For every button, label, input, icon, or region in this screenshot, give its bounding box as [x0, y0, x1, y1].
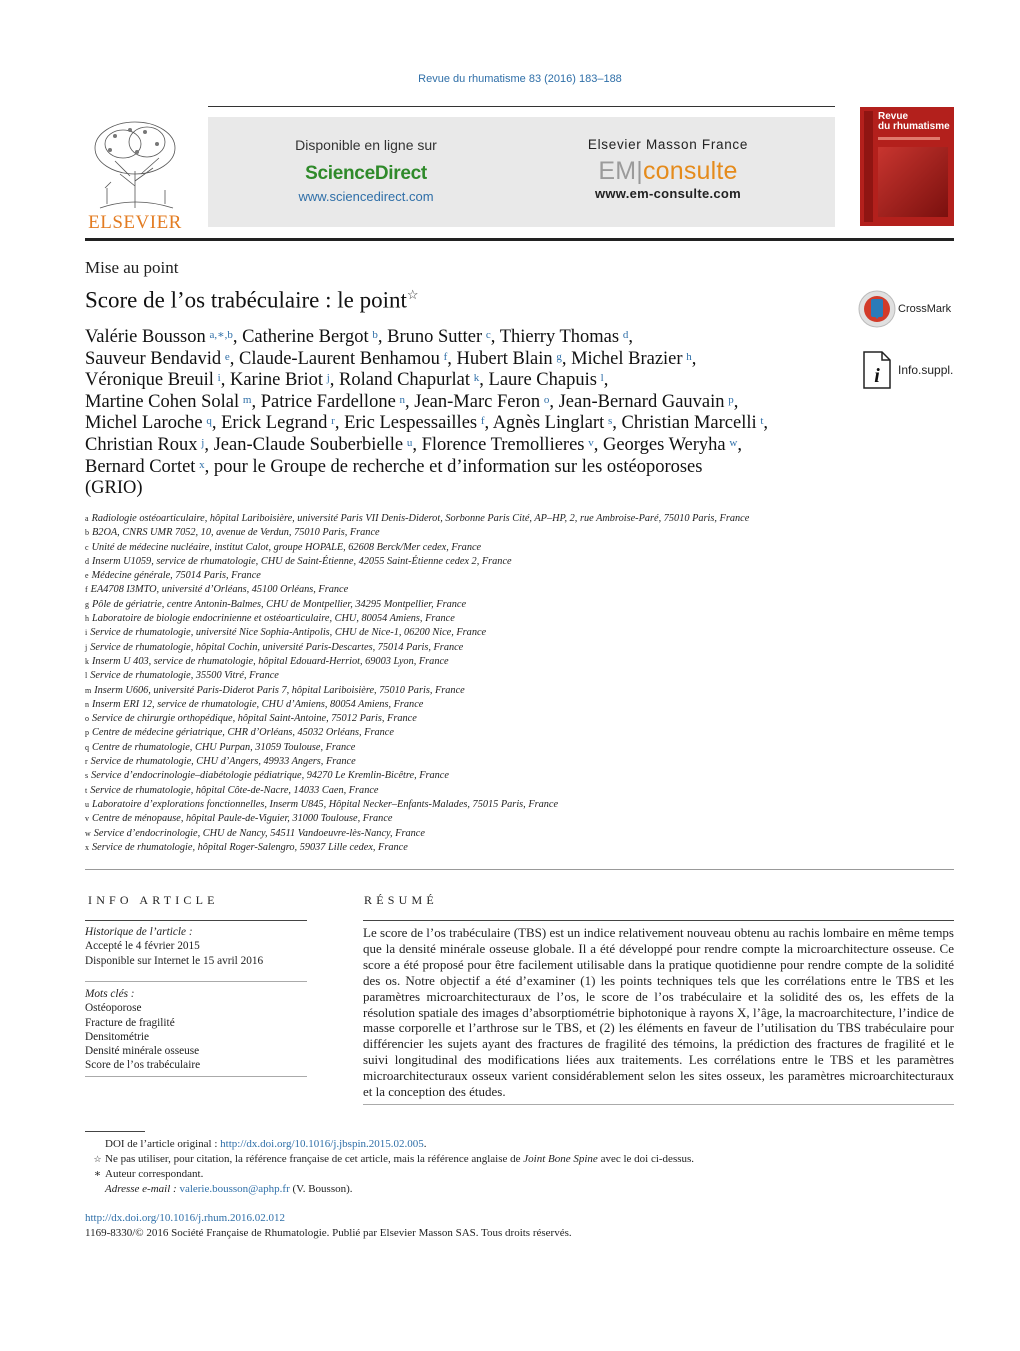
author-affiliation-marks[interactable]: k	[473, 372, 480, 385]
affiliation-label: k	[85, 656, 89, 666]
em-logo-part: EM	[598, 157, 637, 185]
email-after: (V. Bousson).	[289, 1183, 353, 1195]
author-name: Sauveur Bendavid	[85, 348, 222, 369]
author-affiliation-marks[interactable]: u	[406, 436, 413, 449]
affiliation-text: Inserm U1059, service de rhumatologie, CHU de Saint-Étienne, 42055 Saint-Étienne cedex 2, France	[92, 555, 512, 567]
affiliation-label: g	[85, 599, 89, 609]
affiliation-label: n	[85, 699, 89, 709]
cover-title-line1: Revue	[878, 111, 909, 122]
keyword: Densitométrie	[85, 1030, 149, 1043]
author-affiliation-marks[interactable]: t	[760, 415, 764, 428]
author-affiliation-marks[interactable]: d	[622, 329, 629, 341]
abstract-bottom-rule	[363, 1104, 954, 1105]
affiliation-item	[85, 698, 945, 712]
author-name: Michel Laroche	[85, 413, 203, 434]
author-affiliation-marks[interactable]: p	[728, 393, 734, 406]
affiliation-item	[85, 741, 945, 755]
keywords-block	[85, 987, 307, 1073]
sciencedirect-block	[216, 117, 516, 204]
affiliation-label: j	[85, 642, 88, 652]
keyword: Densité minérale osseuse	[85, 1045, 200, 1058]
author-affiliation-marks[interactable]: l	[600, 372, 604, 385]
emconsulte-logo[interactable]	[518, 157, 818, 186]
affiliation-text: Service d’endocrinologie–diabétologie pédiatrique, 94270 Le Kremlin-Bicêtre, France	[91, 770, 449, 782]
original-doi-note	[85, 1137, 954, 1152]
author-line: Véronique Breuil $^i$, Karine Briot $^j$, Roland Chapurlat $^k$, Laure Chapuis $^l$,	[85, 370, 609, 391]
affiliation-text: Centre de rhumatologie, CHU Purpan, 31059 Toulouse, France	[92, 741, 356, 753]
author-name: Valérie Bousson	[85, 327, 206, 347]
consulte-logo-part: consulte	[642, 157, 738, 185]
affiliation-text: Service de rhumatologie, CHU d’Angers, 49933 Angers, France	[90, 756, 356, 768]
author-affiliation-marks[interactable]: f	[443, 350, 448, 363]
star-journal: Joint Bone Spine	[523, 1153, 598, 1165]
affiliation-item	[85, 684, 945, 698]
author-name: Bruno Sutter	[387, 327, 483, 347]
affiliation-item	[85, 512, 945, 526]
affiliation-text: Service de rhumatologie, 35500 Vitré, France	[90, 670, 279, 682]
journal-cover[interactable]	[860, 107, 954, 226]
affiliation-text: Service de rhumatologie, hôpital Roger-Salengro, 59037 Lille cedex, France	[92, 841, 408, 853]
author-name: Hubert Blain	[456, 348, 553, 369]
affiliation-text: Service de rhumatologie, université Nice Sophia-Antipolis, CHU de Nice-1, 06200 Nice, France	[90, 627, 487, 639]
doi-end: .	[423, 1138, 427, 1150]
affiliation-label: h	[85, 614, 89, 624]
affiliation-text: B2OA, CNRS UMR 7052, 10, avenue de Verdun, 75010 Paris, France	[92, 527, 380, 539]
abstract-heading-rule	[363, 920, 954, 921]
elsevier-wordmark: ELSEVIER	[88, 212, 182, 233]
author-name: Christian Marcelli	[621, 413, 757, 434]
email-footnote	[85, 1182, 954, 1197]
crossmark-icon	[858, 290, 896, 328]
footnote-separator	[85, 1131, 145, 1132]
affiliation-item	[85, 626, 945, 640]
affiliation-label: o	[85, 714, 89, 724]
author-name: Catherine Bergot	[242, 327, 369, 347]
affiliation-label: i	[85, 628, 88, 638]
header-rule	[208, 106, 835, 107]
research-group-acronym: (GRIO)	[85, 478, 143, 499]
em-logo-divider: |	[636, 157, 643, 185]
author-affiliation-marks[interactable]: i	[217, 372, 221, 385]
affiliation-label: x	[85, 842, 89, 852]
info-mid-rule	[85, 981, 307, 982]
affiliation-label: q	[85, 742, 89, 752]
author-affiliation-marks[interactable]: g	[556, 350, 562, 363]
affiliation-item	[85, 827, 945, 841]
keywords-label: Mots clés :	[85, 988, 135, 1000]
author-line: Valérie Bousson $^{a,∗,b}$, Catherine Bergot $^b$, Bruno Sutter $^c$, Thierry Thomas $^d$,	[85, 327, 633, 347]
crossmark-badge[interactable]	[858, 290, 958, 330]
author-name: Eric Lespessailles	[344, 413, 478, 434]
affiliation-label: l	[85, 671, 88, 681]
author-affiliation-marks[interactable]: j	[201, 436, 205, 449]
author-line: Sauveur Bendavid $^e$, Claude-Laurent Benhamou $^f$, Hubert Blain $^g$, Michel Brazier $^h$,	[85, 348, 697, 369]
abstract-heading: RÉSUMÉ	[364, 893, 438, 907]
keyword: Fracture de fragilité	[85, 1016, 175, 1029]
author-affiliation-marks[interactable]: m	[242, 393, 252, 406]
affiliation-label: p	[85, 728, 89, 738]
affiliation-label: d	[85, 556, 89, 566]
star-text-before: Ne pas utiliser, pour citation, la référence française de cet article, mais la référence anglaise de	[105, 1153, 524, 1165]
info-heading-rule	[85, 920, 307, 921]
affiliation-item	[85, 784, 945, 798]
author-name: Claude-Laurent Benhamou	[239, 348, 440, 369]
affiliation-label: b	[85, 528, 89, 538]
article-title-text: Score de l’os trabéculaire : le point	[85, 287, 407, 313]
affiliation-item	[85, 655, 945, 669]
elsevier-tree-icon	[85, 116, 185, 211]
history-label: Historique de l’article :	[85, 926, 193, 938]
author-affiliation-marks[interactable]: f	[480, 415, 485, 428]
author-name: Bernard Cortet	[85, 456, 196, 477]
sciencedirect-logo[interactable]: ScienceDirect	[305, 163, 427, 184]
author-name: Patrice Fardellone	[260, 391, 396, 412]
affiliation-item	[85, 798, 945, 812]
author-name: Christian Roux	[85, 434, 198, 455]
affiliation-text: Centre de médecine gériatrique, CHR d’Orléans, 45032 Orléans, France	[92, 727, 394, 739]
author-affiliation-marks[interactable]: x	[199, 458, 205, 471]
emconsulte-block	[518, 117, 818, 201]
affiliation-text: Service de rhumatologie, hôpital Côte-de-Nacre, 14033 Caen, France	[90, 784, 379, 796]
author-name: Véronique Breuil	[85, 370, 214, 391]
corr-mark: ∗	[93, 1168, 102, 1180]
affiliation-item	[85, 712, 945, 726]
article-section-type: Mise au point	[85, 258, 179, 277]
affiliation-label: u	[85, 799, 89, 809]
affiliation-item	[85, 526, 945, 540]
research-group: , pour le Groupe de recherche et d’information sur les ostéoporoses	[204, 456, 703, 477]
author-name: Jean-Marc Feron	[414, 391, 541, 412]
affiliation-item	[85, 769, 945, 783]
author-line: Michel Laroche $^q$, Erick Legrand $^r$, Eric Lespessailles $^f$, Agnès Linglart $^s$, Christian Marcelli $^t$,	[85, 413, 769, 434]
star-mark: ☆	[93, 1154, 102, 1164]
affiliation-text: Centre de ménopause, hôpital Paule-de-Viguier, 31000 Toulouse, France	[92, 813, 393, 825]
title-footnote-mark[interactable]: ☆	[406, 287, 419, 302]
affiliation-item	[85, 555, 945, 569]
author-affiliation-marks[interactable]: o	[543, 393, 550, 406]
affiliation-item	[85, 841, 945, 855]
available-online-label: Disponible en ligne sur	[295, 137, 437, 153]
author-affiliation-marks[interactable]: s	[607, 415, 613, 428]
info-bottom-rule	[85, 1076, 307, 1077]
affiliation-text: Service de chirurgie orthopédique, hôpital Saint-Antoine, 75012 Paris, France	[92, 713, 417, 725]
author-affiliation-marks[interactable]: v	[588, 436, 594, 449]
author-affiliation-marks[interactable]: w	[729, 436, 738, 449]
elsevier-logo	[85, 116, 185, 233]
author-affiliation-marks[interactable]: r	[331, 415, 335, 428]
email-link[interactable]: valerie.bousson@aphp.fr	[179, 1183, 290, 1195]
affiliation-label: c	[85, 542, 89, 552]
info-suppl-badge[interactable]	[862, 351, 962, 391]
author-affiliation-marks[interactable]: j	[326, 372, 330, 385]
affiliation-item	[85, 541, 945, 555]
star-text-after: avec le doi ci-dessus.	[597, 1153, 695, 1165]
keyword: Ostéoporose	[85, 1002, 142, 1015]
affiliation-text: Laboratoire de biologie endocrinienne et ostéoarticulaire, CHU, 80054 Amiens, France	[92, 613, 455, 625]
affiliation-text: Inserm ERI 12, service de rhumatologie, CHU d’Amiens, 80054 Amiens, France	[92, 698, 424, 710]
availability-banner	[208, 117, 835, 227]
copyright-line: 1169-8330/© 2016 Société Française de Rhumatologie. Publié par Elsevier Masson SAS. Tous droits réservés.	[85, 1227, 572, 1239]
affiliation-text: Service d’endocrinologie, CHU de Nancy, 54511 Vandoeuvre-lès-Nancy, France	[93, 827, 425, 839]
affiliation-list	[85, 512, 945, 855]
footer	[85, 1211, 954, 1241]
affiliation-label: f	[85, 585, 88, 595]
affiliation-text: Laboratoire d’explorations fonctionnelles, Inserm U845, Hôpital Necker–Enfants-Malades, 75015 Paris, France	[92, 798, 559, 810]
author-affiliation-marks[interactable]: b	[372, 329, 378, 341]
star-footnote	[85, 1152, 954, 1167]
footnotes	[85, 1137, 954, 1197]
author-name: Florence Tremollieres	[421, 434, 585, 455]
affiliation-item	[85, 583, 945, 597]
masthead-bottom-rule	[85, 238, 954, 241]
abstract-text: Le score de l’os trabéculaire (TBS) est un indice relativement nouveau obtenu au rachis lombaire en même temps que la densité minérale osseuse globale. Il a été développé pour rendre compte la microarchitecture osseuse. Ce score a été proposé pour être facilement utilisable dans la pratique quotidienne pour rendre compte de la solidité des os. Notre objectif a été d’examiner (1) les points techniques tels que les corrélations entre le TBS et les paramètres microarchitecturaux de l’os, le score de l’os trabéculaire et la solidité des os, les effets de la résolution spatiale des images d’absorptiométrie biphotonique à rayons X, l’âge, la macroarchitecture, l’indice de masse corporelle et l’arthrose sur le TBS, et (2) les éléments en faveur de l’utilisation du TBS trabéculaire pour différencier les sujets ayant des fractures de fragilité des témoins, la prédiction des fractures de fragilité et le suivi longitudinal des modifications liées aux traitements. Les corrélations entre le TBS et les paramètres microarchitecturaux osseux varient considérablement selon les sites osseux, les paramètres microarchitecturaux et la conception des études.	[363, 925, 954, 1100]
affiliation-text: Unité de médecine nucléaire, institut Calot, groupe HOPALE, 62608 Berck/Mer cedex, France	[91, 541, 482, 553]
author-name: Jean-Bernard Gauvain	[558, 391, 725, 412]
original-doi-link[interactable]: http://dx.doi.org/10.1016/j.jbspin.2015.02.005	[220, 1138, 424, 1150]
author-affiliation-marks[interactable]: e	[224, 350, 230, 363]
affiliation-text: Inserm U 403, service de rhumatologie, hôpital Edouard-Herriot, 69003 Lyon, France	[92, 655, 449, 667]
info-document-icon	[862, 351, 892, 389]
sciencedirect-link[interactable]: www.sciencedirect.com	[298, 189, 434, 204]
info-suppl-label: Info.suppl.	[898, 363, 954, 377]
affiliation-label: m	[85, 685, 92, 695]
author-affiliation-marks[interactable]: h	[686, 350, 692, 363]
author-name: Erick Legrand	[221, 413, 328, 434]
keyword: Score de l’os trabéculaire	[85, 1059, 201, 1072]
email-label: Adresse e-mail :	[105, 1183, 180, 1195]
em-publisher-label: Elsevier Masson France	[587, 137, 749, 152]
svg-text:i: i	[874, 365, 880, 387]
corresponding-footnote	[85, 1167, 954, 1182]
affiliation-item	[85, 755, 945, 769]
crossmark-label: CrossMark	[898, 303, 952, 315]
doi-label: DOI de l’article original :	[105, 1138, 221, 1150]
affiliation-text: Inserm U606, université Paris-Diderot Paris 7, hôpital Lariboisière, 75010 Paris, France	[94, 684, 465, 696]
affiliation-label: r	[85, 757, 88, 767]
cover-band	[878, 137, 940, 140]
affiliation-item	[85, 598, 945, 612]
emconsulte-link[interactable]: www.em-consulte.com	[594, 186, 742, 201]
article-title	[85, 287, 419, 314]
author-name: Roland Chapurlat	[339, 370, 471, 391]
online-date: Disponible sur Internet le 15 avril 2016	[85, 954, 264, 967]
affiliation-item	[85, 726, 945, 740]
affiliation-label: t	[85, 785, 88, 795]
author-line: Martine Cohen Solal $^m$, Patrice Fardellone $^n$, Jean-Marc Feron $^o$, Jean-Bernard Gauvain $^p$,	[85, 391, 739, 412]
affiliation-item	[85, 612, 945, 626]
journal-reference[interactable]: Revue du rhumatisme 83 (2016) 183–188	[418, 73, 622, 85]
author-line: Christian Roux $^j$, Jean-Claude Souberbielle $^u$, Florence Tremollieres $^v$, Georges Weryha $^w$,	[85, 434, 742, 455]
article-doi-link[interactable]: http://dx.doi.org/10.1016/j.rhum.2016.02.012	[85, 1212, 285, 1224]
author-list	[85, 327, 845, 500]
affiliation-label: w	[85, 828, 91, 838]
author-name: Laure Chapuis	[488, 370, 597, 391]
cover-title	[878, 112, 950, 132]
info-article-heading: INFO ARTICLE	[88, 893, 219, 907]
author-affiliation-marks[interactable]: q	[206, 415, 212, 428]
corr-text: Auteur correspondant.	[105, 1168, 204, 1180]
affiliation-item	[85, 669, 945, 683]
cover-title-line2: du rhumatisme	[878, 121, 950, 132]
author-line	[85, 457, 845, 479]
cover-art	[878, 147, 948, 217]
affiliation-label: v	[85, 814, 89, 824]
affiliations-bottom-rule	[85, 869, 954, 870]
affiliation-text: Radiologie ostéoarticulaire, hôpital Lariboisière, université Paris VII Denis-Diderot, Sorbonne Paris Cité, AP–HP, 2, rue Ambroise-Paré, 75010 Paris, France	[91, 513, 750, 524]
affiliation-label: s	[85, 771, 89, 781]
author-name: Georges Weryha	[602, 434, 726, 455]
author-affiliation-marks[interactable]: a,∗,b	[209, 329, 233, 341]
author-name: Thierry Thomas	[499, 327, 620, 347]
affiliation-item	[85, 641, 945, 655]
accepted-date: Accepté le 4 février 2015	[85, 940, 200, 953]
author-name: Agnès Linglart	[492, 413, 605, 434]
author-affiliation-marks[interactable]: n	[399, 393, 406, 406]
affiliation-label: a	[85, 514, 89, 523]
affiliation-text: Service de rhumatologie, hôpital Cochin, université Paris-Descartes, 75014 Paris, France	[90, 641, 464, 653]
author-name: Martine Cohen Solal	[85, 391, 240, 412]
keywords-list	[85, 1001, 307, 1072]
author-name: Jean-Claude Souberbielle	[213, 434, 404, 455]
affiliation-item	[85, 812, 945, 826]
affiliation-text: Pôle de gériatrie, centre Antonin-Balmes, CHU de Montpellier, 34295 Montpellier, France	[92, 598, 467, 610]
author-name: Karine Briot	[229, 370, 323, 391]
author-affiliation-marks[interactable]: c	[485, 329, 491, 341]
affiliation-label: e	[85, 571, 89, 581]
author-name: Michel Brazier	[571, 348, 683, 369]
affiliation-item	[85, 569, 945, 583]
cover-spine	[864, 111, 873, 222]
affiliation-text: EA4708 I3MTO, université d’Orléans, 45100 Orléans, France	[90, 584, 349, 596]
article-history	[85, 925, 307, 968]
affiliation-text: Médecine générale, 75014 Paris, France	[91, 570, 261, 582]
